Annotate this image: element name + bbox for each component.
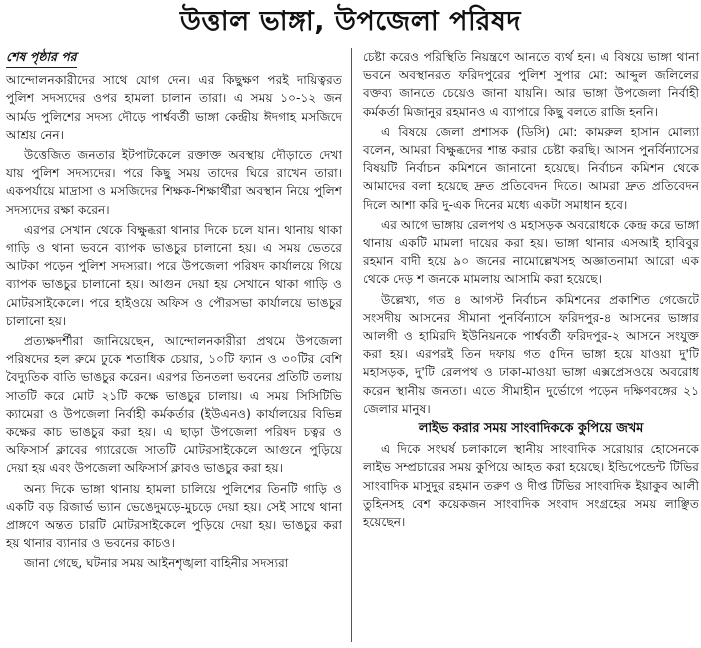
continued-from-label: শেষ পৃষ্ঠার পর (6, 48, 77, 68)
paragraph: উল্লেখ্য, গত ৪ আগস্ট নির্বাচন কমিশনের প্রকাশিত গেজেটে সংসদীয় আসনের সীমানা পুনর্বিন্যাসে ফরিদপুর-৪ আসনের ভাঙ্গার আলগী ও হামিরদি ইউনিয়নকে পার্শ্ববর্তী ফরিদপুর-২ আসনে সংযুক্ত করা হয়। এরপরই তিন দফায় গত ৫দিন ভাঙ্গা হয়ে যাওয়া দু'টি মহাসড়ক, দু'টি রেলপথ ও ঢাকা-মাওয়া ভাঙ্গা এক্সপ্রেসওয়ে অবরোধ করেন স্থানীয় জনতা। এতে সীমাহীন দুর্ভোগে পড়েন দক্ষিণবঙ্গের ২১ জেলার মানুষ। (363, 292, 699, 416)
paragraph: উত্তেজিত জনতার ইটপাটকেলে রক্তাক্ত অবস্থায় দৌড়াতে দেখা যায় পুলিশ সদস্যদের। পরে কিছু সময় তাদের ঘিরে রাখেন তারা। একপর্যায়ে মাদ্রাসা ও মসজিদের শিক্ষক-শিক্ষার্থীরা অবস্থান নিয়ে পুলিশ সদস্যদের রক্ষা করেন। (6, 148, 342, 217)
paragraph: এ বিষয়ে জেলা প্রশাসক (ডিসি) মো: কামরুল হাসান মোল্যা বলেন, আমরা বিক্ষুব্ধদের শান্ত করার চেষ্টা করছি। আসন পুনর্বিন্যাসের বিষয়টি নির্বাচন কমিশনে জানানো হয়েছে। নির্বাচন কমিশন থেকে আমাদের বলা হয়েছে দ্রুত প্রতিবেদন দিতে। আমরা দ্রুত প্রতিবেদন দিলে আশা করি দু-এক দিনের মধ্যে একটা সমাধান হবে। (363, 124, 699, 212)
headline: উত্তাল ভাঙ্গা, উপজেলা পরিষদ (179, 6, 522, 37)
paragraph: এর আগে ভাঙ্গায় রেলপথ ও মহাসড়ক অবরোধকে কেন্দ্র করে ভাঙ্গা থানায় একটি মামলা দায়ের করা হয়। ভাঙ্গা থানার এসআই হাবিবুর রহমান বাদী হয়ে ৯০ জনের নামোল্লেখসহ অজ্ঞাতনামা আরো এক থেকে দেড় শ জনকে মামলায় আসামি করা হয়েছে। (363, 217, 699, 287)
paragraph: জানা গেছে, ঘটনার সময় আইনশৃঙ্খলা বাহিনীর সদস্যরা (24, 556, 289, 571)
subheading: লাইভ করার সময় সাংবাদিককে কুপিয়ে জখম (418, 421, 644, 437)
paragraph: চেষ্টা করেও পরিস্থিতি নিয়ন্ত্রণে আনতে ব্যর্থ হন। এ বিষয়ে ভাঙ্গা থানা ভবনে অবস্থানরত ফরিদপুরের পুলিশ সুপার মো: আব্দুল জলিলের বক্তব্য জানতে চেয়েও জানা যায়নি। আর ভাঙ্গা উপজেলা নির্বাহী কর্মকর্তা মিজানুর রহমানও এ ব্যাপারে কিছু বলতে রাজি হননি। (363, 50, 699, 119)
paragraph: এরপর সেখান থেকে বিক্ষুব্ধরা থানার দিকে চলে যান। থানায় থাকা গাড়ি ও থানা ভবনে ব্যাপক ভাঙচুর চালানো হয়। এ সময় ভেতরে আটকা পড়েন পুলিশ সদস্যরা। পরে উপজেলা পরিষদ কার্যালয়ে গিয়ে ব্যাপক ভাঙচুর চালানো হয়। আগুন দেয়া হয় সেখানে থাকা গাড়ি ও মোটরসাইকেলে। পরে হাইওয়ে অফিস ও পৌরসভা কার্যালয়ে ভাঙচুর চালানো হয়। (6, 222, 342, 328)
column-divider (351, 48, 352, 642)
paragraph: প্রত্যক্ষদর্শীরা জানিয়েছেন, আন্দোলনকারীরা প্রথমে উপজেলা পরিষদের হল রুমে ঢুকে শতাধিক চেয়ার, ১০টি ফ্যান ও ৩০টির বেশি বৈদ্যুতিক বাতি ভাঙচুর করেন। এরপর তিনতলা ভবনের প্রতিটি তলায় সাতটি করে মোট ২১টি কক্ষে ভাঙচুর চালায়। এ সময় সিসিটিভি ক্যামেরা ও উপজেলা নির্বাহী কর্মকর্তার (ইউএনও) কার্যালয়ের বিভিন্ন কক্ষের কাচ ভাঙচুর করা হয়। এ ছাড়া উপজেলা পরিষদ চত্বর ও অফিসার্স ক্লাবের গ্যারেজে সাতটি মোটরসাইকেলে আগুনে পুড়িয়ে দেয়া হয় এবং উপজেলা অফিসার্স ক্লাবও ভাঙচুর করা হয়। (6, 334, 342, 476)
right-column (363, 48, 699, 533)
paragraph: অন্য দিকে ভাঙ্গা থানায় হামলা চালিয়ে পুলিশের তিনটি গাড়ি ও একটি বড় রিজার্ভ ভ্যান ভেঙেদুমড়ে-মুচড়ে দেয়া হয়। সেই সাথে থানা প্রাঙ্গণে অন্তত চারটি মোটরসাইকেলে পুড়িয়ে দেয়া হয়। ভাঙচুর করা হয় থানার ব্যানার ও ভবনের কাচও। (6, 481, 342, 551)
paragraph: এ দিকে সংঘর্ষ চলাকালে স্থানীয় সাংবাদিক সরোয়ার হোসেনকে লাইভ সম্প্রচারের সময় কুপিয়ে আহত করা হয়েছে। ইন্ডিপেন্ডেন্ট টিভির সাংবাদিক মাসুদুর রহমান তরুণ ও দীপ্ত টিভির সাংবাদিক ইয়াকুব আলী তুহিনসহ বেশ কয়েকজন সাংবাদিক সংবাদ সংগ্রহের সময় লাঞ্ছিত হয়েছেন। (363, 442, 699, 530)
left-column (6, 48, 342, 575)
paragraph: আন্দোলনকারীদের সাথে যোগ দেন। এর কিছুক্ষণ পরই দায়িত্বরত পুলিশ সদস্যদের ওপর হামলা চালান তারা। এ সময় ১০-১২ জন আর্মড পুলিশের সদস্য দৌড়ে পার্শ্ববর্তী ভাঙ্গা কেন্দ্রীয় ঈদগাহ মসজিদে আশ্রয় নেন। (6, 73, 342, 142)
